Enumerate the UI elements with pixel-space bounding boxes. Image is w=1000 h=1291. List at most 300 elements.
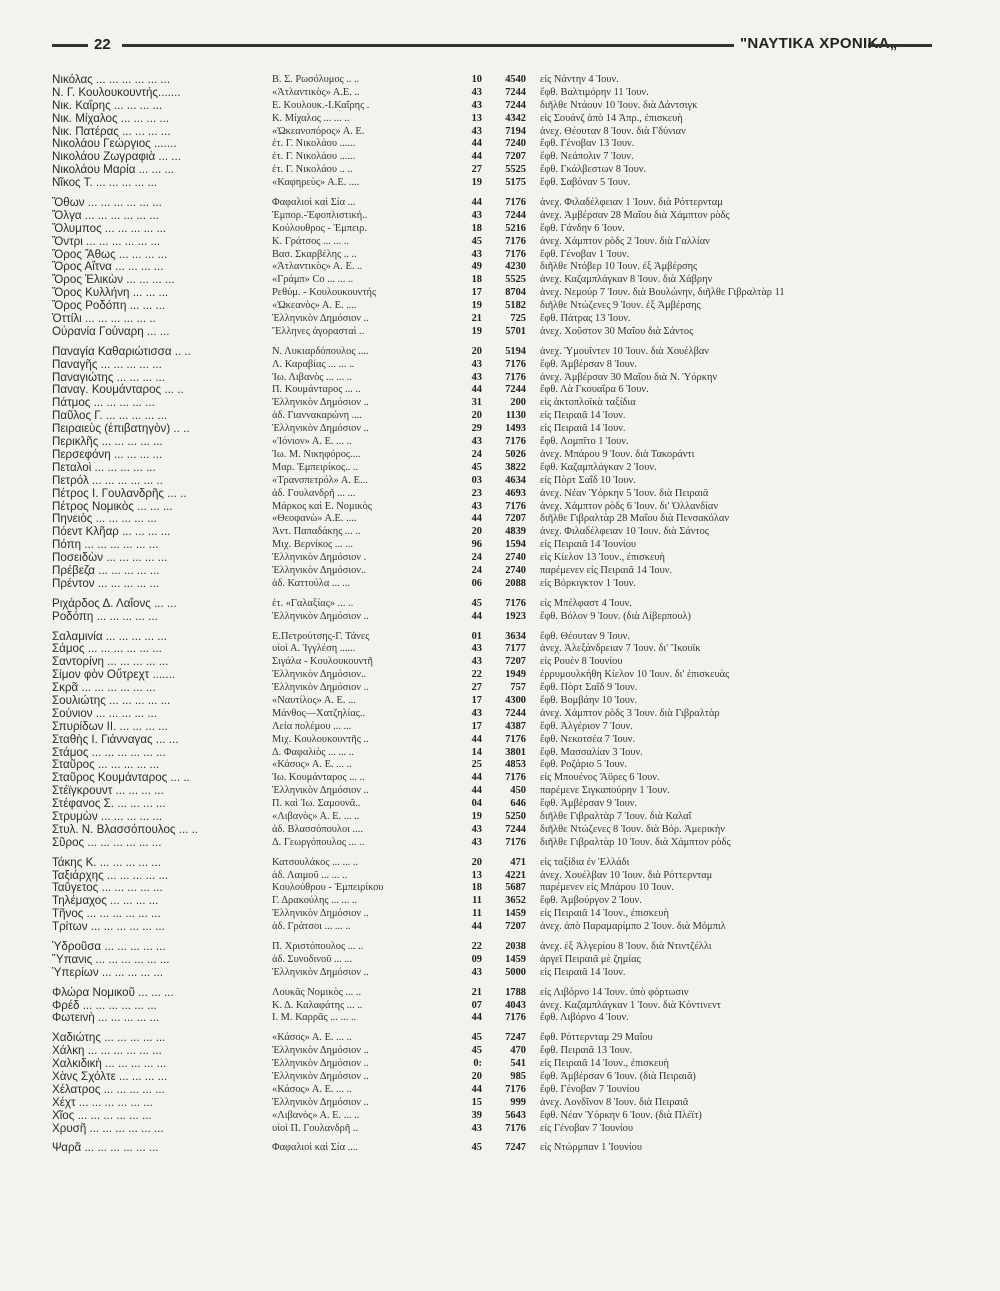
table-row: [52, 461, 932, 474]
header-rule-right: [868, 44, 932, 47]
ship-name: Ροδόπη ... ... ... ... ...: [52, 609, 158, 623]
table-row: [52, 86, 932, 99]
ship-movement: ἔφθ. Γένοβαν 7 Ἰουνίου: [540, 1083, 640, 1095]
ship-owner: Ἑλληνικὸν Δημόσιον ..: [272, 423, 369, 435]
ship-owner: Λ. Καραβίας ... ... ..: [272, 358, 355, 370]
table-row: [52, 758, 932, 771]
ship-tonnage: 7244: [505, 823, 526, 835]
ship-name: Παναγῆς ... ... ... ... ...: [52, 357, 162, 371]
table-row: [52, 953, 932, 966]
ship-tonnage: 985: [510, 1071, 526, 1083]
ship-name: Πρέντον ... ... ... ... ...: [52, 576, 160, 590]
ship-ref-code: 43: [471, 707, 482, 719]
ship-movement: ἔφθ. Πειραιᾶ 13 Ἰουν.: [540, 1045, 633, 1057]
ship-name: Πρέβεζα ... ... ... ... ...: [52, 563, 160, 577]
ship-tonnage: 1459: [505, 908, 526, 920]
publication-title: "ΝΑΥΤΙΚΑ ΧΡΟΝΙΚΑ„: [740, 35, 898, 52]
ship-name: Χαδιώτης ... ... ... ... ...: [52, 1031, 166, 1045]
ship-name: Σκρᾶ ... ... ... ... ... ...: [52, 681, 156, 695]
ship-tonnage: 5194: [505, 345, 526, 357]
ship-tonnage: 7176: [505, 772, 526, 784]
ship-ref-code: 43: [471, 248, 482, 260]
ship-owner: Ε.Πετρούτσης-Γ. Τάνες: [272, 630, 370, 642]
ship-name: Σίμον φὸν Οὔτρεχτ .......: [52, 668, 176, 682]
ship-group: [52, 986, 932, 1025]
ship-group: [52, 73, 932, 189]
ship-movement: ἀνεχ. Νέαν Ὑόρκην 5 Ἰουν. διὰ Πειραιᾶ: [540, 487, 709, 499]
table-row: [52, 538, 932, 551]
ship-name: Τρίτων ... ... ... ... ... ...: [52, 920, 165, 934]
ship-name: Σταῦρος ... ... ... ... ...: [52, 758, 160, 772]
ship-owner: Π. καὶ Ἰω. Σαμουνᾶ..: [272, 798, 361, 810]
table-row: [52, 642, 932, 655]
table-row: [52, 1031, 932, 1044]
ship-owner: Ἑλληνικὸν Δημόσιον ..: [272, 397, 369, 409]
ship-owner: Ἑλληνικὸν Δημόσιον ..: [272, 908, 369, 920]
ship-movement: ἔφθ. Λομπῖτο 1 Ἰουν.: [540, 436, 629, 448]
ship-name: Στέϊγκρουντ ... ... ... ...: [52, 784, 164, 798]
table-row: [52, 707, 932, 720]
table-row: [52, 163, 932, 176]
ship-movement: ἀνεχ. Νεμούρ 7 Ἰουν. διὰ Βουλώνην, διῆλθε Γιβραλτὰρ 11: [540, 287, 785, 299]
ship-tonnage: 1459: [505, 953, 526, 965]
ship-name: Στυλ. Ν. Βλασσόπουλος ... ..: [52, 822, 199, 836]
ship-ref-code: 20: [471, 1071, 482, 1083]
ship-ref-code: 43: [471, 86, 482, 98]
ship-ref-code: 44: [471, 1083, 482, 1095]
ship-ref-code: 0:: [473, 1058, 482, 1070]
table-row: [52, 907, 932, 920]
ship-movement: εἰς Κίελον 13 Ἰουν., ἐπισκευὴ: [540, 552, 665, 564]
ship-name: Πάτμος ... ... ... ... ...: [52, 396, 155, 410]
ship-name: Σπυρίδων ΙΙ. ... ... ... ...: [52, 719, 168, 733]
ship-tonnage: 7176: [505, 371, 526, 383]
ship-movement: ἀνεχ. Χουέλβαν 10 Ἰουν. διὰ Ρόττερνταμ: [540, 869, 713, 881]
ship-ref-code: 01: [471, 630, 482, 642]
ship-tonnage: 4230: [505, 261, 526, 273]
table-row: [52, 940, 932, 953]
table-row: [52, 920, 932, 933]
ship-tonnage: 646: [510, 798, 526, 810]
ship-owner: Ν. Λυκιαρδόπουλος ....: [272, 345, 369, 357]
table-row: [52, 1141, 932, 1154]
ship-movement: ἔφθ. Βαλτιμόρην 11 Ἰουν.: [540, 86, 649, 98]
ship-tonnage: 7244: [505, 99, 526, 111]
ship-ref-code: 31: [471, 397, 482, 409]
ship-tonnage: 7244: [505, 209, 526, 221]
ship-tonnage: 5182: [505, 300, 526, 312]
ship-owner: ἐτ. Γ. Νικολάου ......: [272, 138, 356, 150]
ship-name: Ὄρος Κυλλήνη ... ... ...: [52, 286, 169, 300]
ship-ref-code: 19: [471, 810, 482, 822]
ship-movement: ἀνεχ. Ὑμουῖντεν 10 Ἰουν. διὰ Χουέλβαν: [540, 345, 709, 357]
ship-ref-code: 43: [471, 966, 482, 978]
ship-movement: εἰς Νάντην 4 Ἰουν.: [540, 74, 619, 85]
table-row: [52, 1109, 932, 1122]
ship-ref-code: 13: [471, 869, 482, 881]
ship-owner: «Λιβανὸς» Α. Ε. ... ..: [272, 810, 360, 822]
ship-ref-code: 39: [471, 1109, 482, 1121]
ship-owner: Ἑλληνικὸν Δημόσιον..: [272, 564, 367, 576]
ship-ref-code: 43: [471, 500, 482, 512]
ship-name: Χέλατρος ... ... ... ... ...: [52, 1082, 165, 1096]
ship-tonnage: 5175: [505, 177, 526, 189]
ship-movement: ἔφθ. Ἀμβέρσαν 6 Ἰουν. (διὰ Πειραιᾶ): [540, 1071, 696, 1083]
ship-tonnage: 4387: [505, 720, 526, 732]
ship-tonnage: 1949: [505, 669, 526, 681]
ship-name: Ὄρος Ροδόπη ... ... ...: [52, 299, 166, 313]
ship-tonnage: 450: [510, 785, 526, 797]
table-row: [52, 125, 932, 138]
ship-owner: Δ. Γεωργόπουλος ... ..: [272, 836, 365, 848]
ship-name: Νικολάου Ζωγραφιὰ ... ...: [52, 150, 181, 164]
ship-owner: Ἰω. Μ. Νικηφόρος....: [272, 448, 361, 460]
table-row: [52, 325, 932, 338]
ship-owner: «Ὠκεανὸς» Α. Ε. ....: [272, 300, 357, 312]
ship-ref-code: 44: [471, 1012, 482, 1024]
table-row: [52, 1044, 932, 1057]
ship-tonnage: 5026: [505, 448, 526, 460]
ship-tonnage: 7176: [505, 248, 526, 260]
ship-movement: ἀνεχ. Χάμπτον ρὸδς 2 Ἰουν. διὰ Γαλλίαν: [540, 235, 710, 247]
ship-tonnage: 7176: [505, 197, 526, 209]
ship-owner: Φαφαλιοὶ καὶ Σία ....: [272, 1142, 359, 1154]
ship-owner: Ἑλληνικὸν Δημόσιον ..: [272, 1071, 369, 1083]
ship-tonnage: 5216: [505, 222, 526, 234]
ship-tonnage: 5000: [505, 966, 526, 978]
ship-ref-code: 43: [471, 99, 482, 111]
ship-ref-code: 44: [471, 610, 482, 622]
ship-owner: υἱοὶ Π. Γουλανδρῆ ..: [272, 1122, 359, 1134]
ship-name: Νικόλας ... ... ... ... ... ...: [52, 73, 171, 86]
ship-tonnage: 2088: [505, 577, 526, 589]
ship-movement: ἀνεχ. ἀπὸ Παραμαρίμπο 2 Ἰουν. διὰ Μόμπιλ: [540, 921, 726, 933]
ship-movement: ἀνεχ. ἐξ Ἀλγερίου 8 Ἰουν. διὰ Ντιντζέλλι: [540, 941, 712, 952]
ship-owner: Β. Σ. Ρωσόλυμος .. ..: [272, 74, 360, 85]
table-row: [52, 668, 932, 681]
table-row: [52, 487, 932, 500]
ship-movement: ἀνεχ. Φιλαδέλφειαν 10 Ἰουν. διὰ Σάντος: [540, 526, 709, 538]
table-row: [52, 694, 932, 707]
ship-movement: ἔφθ. Νέαν Ὑόρκην 6 Ἰουν. (διὰ Πλέϊτ): [540, 1109, 702, 1121]
ship-name: Σάμος ... ... ... ... ... ...: [52, 642, 162, 656]
ship-ref-code: 07: [471, 999, 482, 1011]
ship-movement: ἔφθ. Ἀλγέριον 7 Ἰουν.: [540, 720, 633, 732]
ship-ref-code: 27: [471, 682, 482, 694]
ship-movement: ἔφθ. Γάνδην 6 Ἰουν.: [540, 222, 625, 234]
ship-name: Χέχτ ... ... ... ... ... ...: [52, 1095, 153, 1109]
ship-name: Ὄρος Αἴτνα ... ... ... ...: [52, 260, 164, 274]
ship-movement: ἀνεχ. Θέουταν 8 Ἰουν. διὰ Γδύνιαν: [540, 125, 686, 137]
ship-ref-code: 21: [471, 986, 482, 998]
ship-movement: εἰς Πειραιᾶ 14 Ἰουν.: [540, 423, 626, 435]
ship-owner: Κ. Μίχαλος ... ... ..: [272, 112, 350, 124]
ship-movement: ἔφθ. Πὸρτ Σαΐδ 9 Ἰουν.: [540, 682, 638, 694]
ship-name: Πόπη ... ... ... ... ... ...: [52, 538, 159, 552]
ship-ref-code: 24: [471, 552, 482, 564]
ship-owner: ἀδ. Καττούλα ... ...: [272, 577, 351, 589]
ship-movement: ἀνεχ. Ἀμβέρσαν 28 Μαΐου διὰ Χάμπτον ρὸδς: [540, 209, 730, 221]
ship-tonnage: 7176: [505, 436, 526, 448]
table-row: [52, 448, 932, 461]
ship-owner: Ἰω. Λιβανὸς ... ... ..: [272, 371, 352, 383]
ship-ref-code: 44: [471, 772, 482, 784]
table-row: [52, 235, 932, 248]
ship-owner: Ἑλληνικὸν Δημόσιον ..: [272, 785, 369, 797]
table-row: [52, 1083, 932, 1096]
table-row: [52, 655, 932, 668]
table-row: [52, 810, 932, 823]
ship-ref-code: 43: [471, 436, 482, 448]
table-row: [52, 209, 932, 222]
ship-owner: Κουλούθρου - Ἐμπειρίκου: [272, 882, 384, 894]
ship-owner: «Ἀτλαντικὸς» Α.Ε. ..: [272, 86, 360, 98]
ship-movement: ἀνεχ. Ἀμβέρσαν 30 Μαΐου διὰ Ν. Ὑόρκην: [540, 371, 718, 383]
ship-owner: Ἀντ. Παπαδάκης ... ..: [272, 526, 361, 538]
ship-owner: ἐτ. Γ. Νικολάου .. ..: [272, 164, 353, 176]
ship-tonnage: 7247: [505, 1142, 526, 1154]
ship-movement: ἔφθ. Σαβόναν 5 Ἰουν.: [540, 177, 631, 189]
ship-name: Πόεντ Κλῆαρ ... ... ... ...: [52, 525, 171, 539]
table-row: [52, 1122, 932, 1135]
ship-owner: ἐτ. «Γαλαξίας» ... ..: [272, 597, 354, 609]
ship-owner: «Τρανσπετρόλ» Α. Ε...: [272, 474, 368, 486]
ship-tonnage: 725: [510, 313, 526, 325]
ship-tonnage: 999: [510, 1096, 526, 1108]
ship-name: Ὑδροῦσα ... ... ... ... ...: [52, 940, 166, 953]
ship-tonnage: 7194: [505, 125, 526, 137]
table-row: [52, 771, 932, 784]
ship-movement: ἀργεῖ Πειραιᾶ μὲ ζημίας: [540, 953, 641, 965]
table-row: [52, 500, 932, 513]
ship-tonnage: 7240: [505, 138, 526, 150]
table-row: [52, 371, 932, 384]
ship-tonnage: 4540: [505, 74, 526, 85]
table-row: [52, 1057, 932, 1070]
ship-tonnage: 541: [510, 1058, 526, 1070]
ship-movement: εἰς Μπουένος Ἄϋρες 6 Ἰουν.: [540, 772, 660, 784]
table-row: [52, 525, 932, 538]
ship-movement: διῆλθε Γιβραλτὰρ 28 Μαΐου διὰ Πενσακόλαν: [540, 513, 730, 525]
ship-ref-code: 44: [471, 151, 482, 163]
ship-name: Στέφανος Σ. ... ... ... ...: [52, 797, 166, 811]
ship-name: Παῦλος Γ. ... ... ... ... ...: [52, 409, 168, 423]
ship-tonnage: 7244: [505, 86, 526, 98]
ship-owner: Ι. Μ. Καρρᾶς ... ... ..: [272, 1012, 357, 1024]
ship-owner: Ἑλληνικὸν Δημόσιον ..: [272, 610, 369, 622]
ship-name: Παναγ. Κουμάνταρος ... ..: [52, 383, 184, 397]
ship-name: Νικολάου Γεώργιος .......: [52, 137, 177, 151]
ship-movement: ἀνεχ. Χοῦστον 30 Μαΐου διὰ Σάντος: [540, 325, 694, 337]
ship-ref-code: 20: [471, 345, 482, 357]
ship-owner: «Ναυτίλος» Α. Ε. ...: [272, 694, 356, 706]
table-row: [52, 150, 932, 163]
ship-name: Ὄρος Ἄθως ... ... ... ...: [52, 247, 168, 261]
ship-name: Ὄλγα ... ... ... ... ... ...: [52, 208, 159, 222]
table-row: [52, 248, 932, 261]
table-row: [52, 312, 932, 325]
ship-tonnage: 7247: [505, 1032, 526, 1044]
ship-movement: εἰς Ρουὲν 8 Ἰουνίου: [540, 656, 623, 668]
ship-name: Πέτρος Νομικὸς ... ... ...: [52, 499, 173, 513]
table-row: [52, 986, 932, 999]
ship-name: Σούνιον ... ... ... ... ...: [52, 706, 157, 720]
ship-name: Ὑπερίων ... ... ... ... ...: [52, 965, 164, 979]
ship-name: Παναγιώτης ... ... ... ...: [52, 370, 165, 384]
ship-movement: ἀνεχ. Χάμπτον ρὸδς 3 Ἰουν. διὰ Γιβραλτὰρ: [540, 707, 720, 719]
ship-name: Ριχάρδος Δ. Λαΐονς ... ...: [52, 596, 177, 610]
ship-ref-code: 44: [471, 513, 482, 525]
ship-ref-code: 19: [471, 325, 482, 337]
ship-ref-code: 24: [471, 448, 482, 460]
ship-owner: Ἑλληνικὸν Δημόσιον ..: [272, 682, 369, 694]
ship-movement: ἀνεχ. Καζαμπλάγκαν 8 Ἰουν. διὰ Χάβρην: [540, 274, 713, 286]
ship-ref-code: 44: [471, 384, 482, 396]
ship-name: Ὄθων ... ... ... ... ... ...: [52, 196, 162, 210]
ship-tonnage: 7176: [505, 597, 526, 609]
ship-owner: Βασ. Σκαρβέλης .. ..: [272, 248, 357, 260]
ship-movement: παρέμενεν εἰς Μπάρου 10 Ἰουν.: [540, 882, 674, 894]
ship-name: Χῖος ... ... ... ... ... ...: [52, 1108, 152, 1122]
table-row: [52, 681, 932, 694]
ship-group: [52, 196, 932, 338]
ship-movement: ἔφθ. Λὰ Γκουαΐρα 6 Ἰουν.: [540, 384, 649, 396]
ship-owner: Φαφαλιοὶ καὶ Σία ...: [272, 197, 356, 209]
ship-movement: παρέμενεν εἰς Πειραιᾶ 14 Ἰουν.: [540, 564, 673, 576]
ship-name: Πειραιεὺς (ἐπιβατηγὸν) .. ..: [52, 422, 190, 436]
ship-tonnage: 3801: [505, 746, 526, 758]
ship-name: Νικ. Καΐρης ... ... ... ...: [52, 98, 163, 112]
ship-movement: ἔφθ. Λιβόρνο 4 Ἰουν.: [540, 1012, 629, 1024]
ship-owner: Ἑλληνικὸν Δημόσιον ..: [272, 1096, 369, 1108]
ship-tonnage: 3652: [505, 895, 526, 907]
ship-ref-code: 20: [471, 526, 482, 538]
ship-owner: Ἐμπορ.-Ἐφοπλιστική..: [272, 209, 368, 221]
ship-ref-code: 45: [471, 1142, 482, 1154]
ship-tonnage: 7207: [505, 513, 526, 525]
ship-ref-code: 24: [471, 564, 482, 576]
ship-tonnage: 1923: [505, 610, 526, 622]
ship-movement: ἀνεχ. Μπάρου 9 Ἰουν. διὰ Τακοράντι: [540, 448, 695, 460]
ship-owner: Δ. Φαφαλιὸς ... ... ..: [272, 746, 354, 758]
table-row: [52, 784, 932, 797]
ship-tonnage: 7176: [505, 1012, 526, 1024]
ship-owner: Ρεθύμ. - Κουλουκουντής: [272, 287, 377, 299]
ship-name: Πετρόλ ... ... ... ... ... ..: [52, 473, 163, 487]
ship-owner: «Ὠκεανοπόρος» Α. Ε.: [272, 125, 365, 137]
table-row: [52, 396, 932, 409]
ship-owner: Ἑλληνικὸν Δημόσιον ..: [272, 966, 369, 978]
ship-tonnage: 7177: [505, 643, 526, 655]
ship-ref-code: 44: [471, 138, 482, 150]
ship-movement: εἰς ταξίδια ἐν Ἑλλάδι: [540, 856, 630, 868]
ship-movement: εἰς Σουάνζ ἀπὸ 14 Ἀπρ., ἐπισκευὴ: [540, 112, 683, 124]
ship-movement: ἔφθ. Πάτρας 13 Ἰουν.: [540, 313, 631, 325]
ship-movement: ἀνεχ. Ἀλεξάνδρειαν 7 Ἰουν. δι' Ἴκουϊκ: [540, 643, 701, 655]
ship-name: Ποσειδὼν ... ... ... ... ...: [52, 551, 168, 565]
ship-ref-code: 17: [471, 694, 482, 706]
ship-movement: διῆλθε Γιβραλτὰρ 7 Ἰουν. διὰ Καλαΐ: [540, 810, 692, 822]
ship-group: [52, 630, 932, 849]
ship-name: Στρυμὼν ... ... ... ... ...: [52, 809, 163, 823]
ship-ref-code: 17: [471, 287, 482, 299]
ship-movement: ἔφθ. Γένοβαν 1 Ἰουν.: [540, 248, 630, 260]
page-header: [52, 35, 932, 56]
ship-movement: εἰς Λιβόρνο 14 Ἰουν. ὑπὸ φόρτωσιν: [540, 986, 689, 998]
ship-tonnage: 5525: [505, 274, 526, 286]
ship-owner: «Κάσος» Α. Ε. ... ..: [272, 1032, 352, 1044]
ship-owner: «Ἰόνιον» Α. Ε. ... ..: [272, 436, 352, 448]
table-row: [52, 222, 932, 235]
ship-name: Τάκης Κ. ... ... ... ... ...: [52, 855, 161, 869]
ship-name: Ὄντρι ... ... ... ... ... ...: [52, 234, 161, 248]
ship-tonnage: 4342: [505, 112, 526, 124]
ship-ref-code: 43: [471, 823, 482, 835]
ship-owner: «Λιβανὸς» Α. Ε. ... ..: [272, 1109, 360, 1121]
ship-owner: Ἰω. Κουμάνταρος ... ..: [272, 772, 365, 784]
table-row: [52, 383, 932, 396]
ship-ref-code: 03: [471, 474, 482, 486]
table-row: [52, 551, 932, 564]
ship-name: Φρέδ ... ... ... ... ... ...: [52, 998, 157, 1012]
ship-ref-code: 45: [471, 235, 482, 247]
ship-tonnage: 2740: [505, 552, 526, 564]
ship-tonnage: 7176: [505, 733, 526, 745]
ship-group: [52, 1031, 932, 1134]
ship-owner: Ἑλληνικὸν Δημόσιον..: [272, 669, 367, 681]
table-row: [52, 869, 932, 882]
ship-tonnage: 1594: [505, 539, 526, 551]
header-rule-middle: [122, 44, 734, 47]
ship-ref-code: 27: [471, 164, 482, 176]
ship-movement: εἰς Πειραιᾶ 14 Ἰουν.: [540, 410, 626, 422]
table-row: [52, 746, 932, 759]
ship-movement: ἀνεχ. Φιλαδέλφειαν 1 Ἰουν. διὰ Ρόττερνταμ: [540, 197, 723, 209]
ship-group: [52, 940, 932, 979]
ship-ref-code: 43: [471, 1122, 482, 1134]
ship-movement: ἔφθ. Ρόττερνταμ 29 Μαΐου: [540, 1032, 653, 1044]
ship-owner: Μαρ. Ἐμπειρίκος.. ..: [272, 461, 359, 473]
ship-movement: ἐρρυμουλκήθη Κίελον 10 Ἰουν. δι' ἐπισκευὰς: [540, 669, 730, 681]
ship-name: Πηνειὸς ... ... ... ... ...: [52, 512, 157, 526]
ship-ref-code: 11: [472, 908, 482, 920]
ship-name: Περσεφόνη ... ... ... ...: [52, 447, 163, 461]
ship-name: Παναγία Καθαριώτισσα .. ..: [52, 344, 191, 358]
ship-movement: ἔφθ. Γκάλβεστων 8 Ἰουν.: [540, 164, 647, 176]
table-row: [52, 99, 932, 112]
ship-name: Ὄρος Ἑλικὼν ... ... ... ...: [52, 273, 175, 287]
ship-name: Χὰνς Σχόλτε ... ... ... ...: [52, 1070, 168, 1084]
ship-movement: εἰς Πειραιᾶ 14 Ἰουν., ἐπισκευὴ: [540, 908, 669, 920]
ship-movement: παρέμενε Σιγκαπούρην 1 Ἰουν.: [540, 785, 670, 797]
ship-group: [52, 856, 932, 933]
ship-tonnage: 471: [510, 856, 526, 868]
ship-ref-code: 10: [471, 74, 482, 85]
ship-ref-code: 44: [471, 785, 482, 797]
ship-name: Πεταλοὶ ... ... ... ... ...: [52, 460, 156, 474]
ship-owner: Κούλουθρος - Ἐμπειρ.: [272, 222, 367, 234]
table-row: [52, 345, 932, 358]
table-row: [52, 299, 932, 312]
ship-name: Σαντορίνη ... ... ... ... ...: [52, 655, 169, 669]
table-row: [52, 1070, 932, 1083]
ship-ref-code: 49: [471, 261, 482, 273]
ship-tonnage: 7176: [505, 1083, 526, 1095]
ship-name: Νικολάου Μαρία ... ... ...: [52, 163, 175, 177]
ship-ref-code: 22: [471, 669, 482, 681]
ship-movement: ἔφθ. Ἀμβέρσαν 9 Ἰουν.: [540, 798, 638, 810]
ship-name: Χρυσῆ ... ... ... ... ... ...: [52, 1121, 164, 1135]
